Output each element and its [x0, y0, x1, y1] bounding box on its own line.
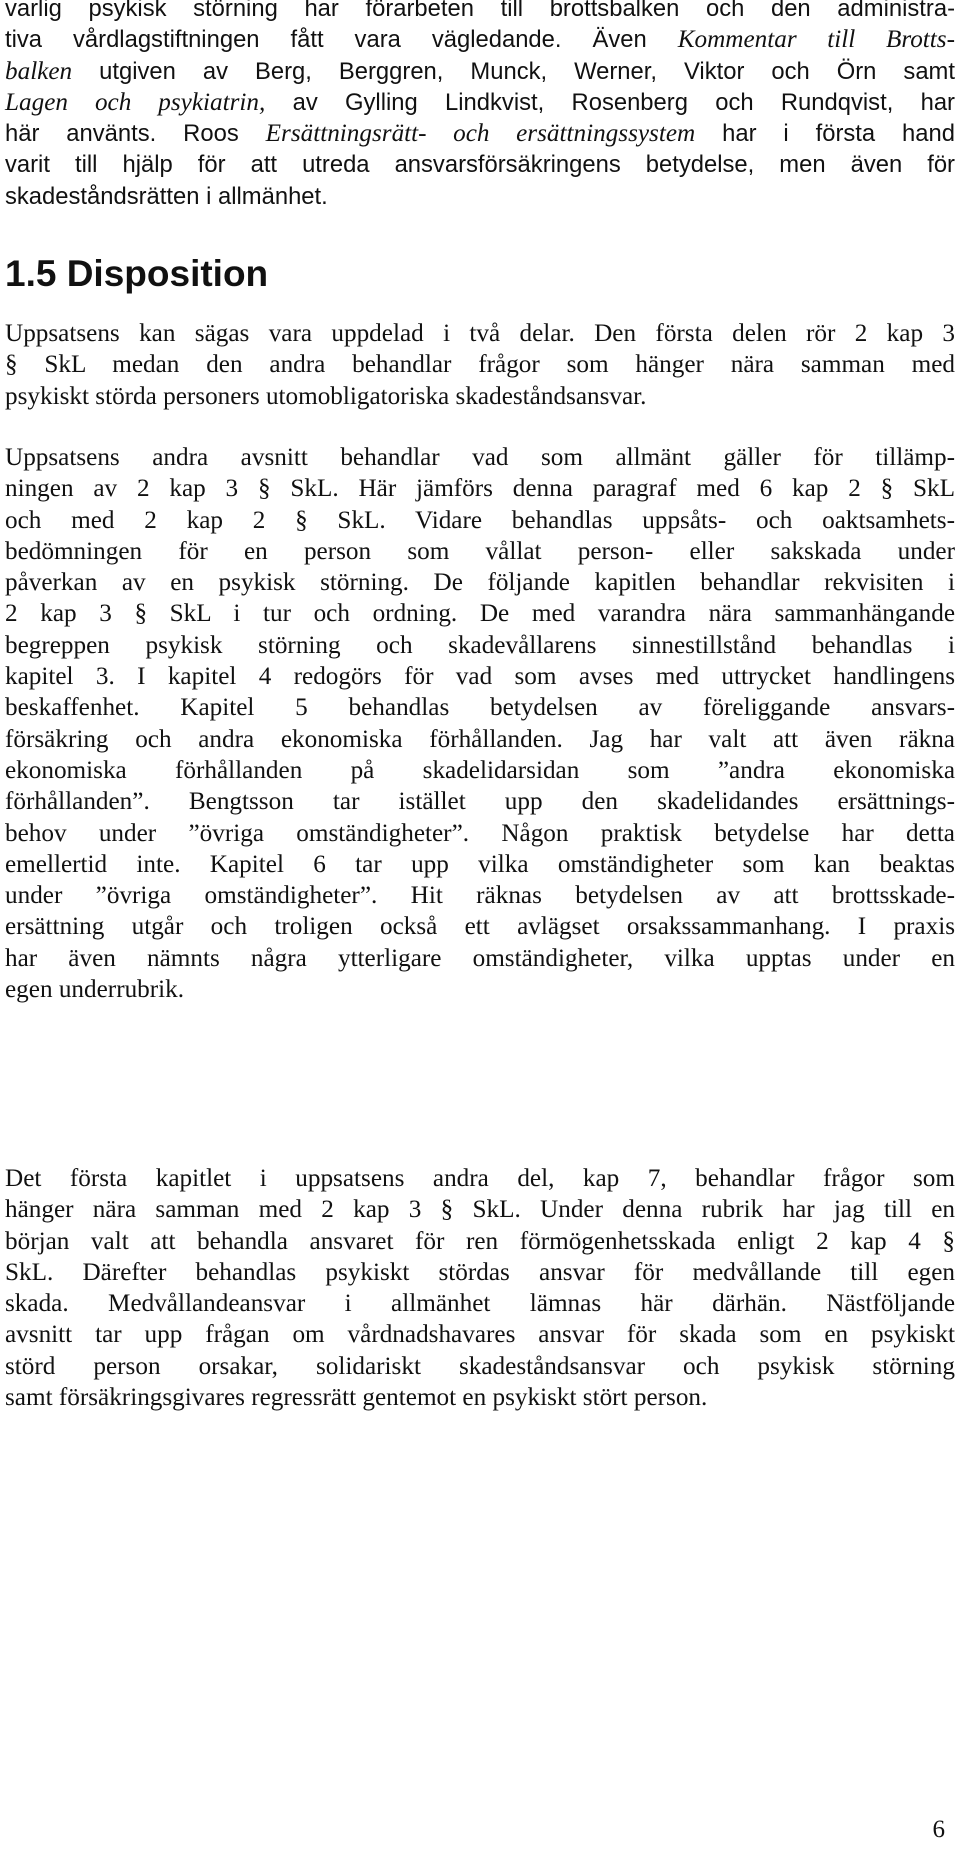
paragraph-disposition-overview: [5, 318, 955, 412]
text-line: behov under ”övriga omständigheter”. Någon praktisk betydelse har detta: [5, 819, 955, 847]
text-run: varlig psykisk störning har förarbeten till brottsbalken och den administra-: [5, 0, 955, 22]
text-line: och med 2 kap 2 § SkL. Vidare behandlas uppsåts- och oaktsamhets-: [5, 506, 955, 534]
text-line: bedömningen för en person som vållat person- eller sakskada under: [5, 537, 955, 565]
text-line: början valt att behandla ansvaret för ren förmögenhetsskada enligt 2 kap 4 §: [5, 1227, 955, 1255]
text-line: skada. Medvållandeansvar i allmänhet lämnas här därhän. Nästföljande: [5, 1290, 955, 1318]
text-line: har även nämnts några ytterligare omständigheter, vilka upptas under en: [5, 944, 955, 972]
text-line: [5, 56, 955, 87]
text-run: har i första hand: [695, 120, 955, 148]
text-line: [5, 0, 955, 24]
text-line: avsnitt tar upp frågan om vårdnadshavares ansvar för skada som en psykiskt: [5, 1321, 955, 1349]
paragraph-second-section: [5, 442, 955, 1005]
paragraph-second-part: [5, 1163, 955, 1413]
text-line: [5, 149, 955, 180]
text-line: [5, 181, 955, 212]
text-line: [5, 87, 955, 118]
text-line: under ”övriga omständigheter”. Hit räknas betydelsen av att brottsskade-: [5, 882, 955, 910]
text-line: ersättning utgår och troligen också ett avlägset orsakssammanhang. I praxis: [5, 913, 955, 941]
text-line: egen underrubrik.: [5, 976, 185, 1004]
text-line: samt försäkringsgivares regressrätt gentemot en psykiskt stört person.: [5, 1384, 708, 1412]
text-line: Det första kapitlet i uppsatsens andra del, kap 7, behandlar frågor som: [5, 1165, 955, 1192]
italic-title: Ersättningsrätt- och ersättningssystem: [265, 120, 696, 148]
text-run: skadeståndsrätten i allmänhet.: [5, 182, 328, 210]
text-line: kapitel 3. I kapitel 4 redogörs för vad som avses med uttrycket handlingens: [5, 663, 955, 691]
text-line: [5, 118, 955, 149]
text-line: 2 kap 3 § SkL i tur och ordning. De med varandra nära sammanhängande: [5, 600, 955, 628]
section-heading: 1.5 Disposition: [5, 253, 269, 294]
text-line: förhållanden”. Bengtsson tar istället upp den skadelidandes ersättnings-: [5, 788, 955, 816]
text-run: här använts. Roos: [5, 120, 266, 148]
document-page: [5, 0, 957, 1851]
text-run: utgiven av Berg, Berggren, Munck, Werner, Viktor och Örn samt: [72, 57, 955, 85]
intro-paragraph: [5, 0, 955, 212]
text-line: SkL. Därefter behandlas psykiskt stördas ansvar för medvållande till egen: [5, 1258, 955, 1286]
text-line: störd person orsakar, solidariskt skadeståndsansvar och psykisk störning: [5, 1352, 955, 1380]
text-run: tiva vårdlagstiftningen fått vara vägledande. Även: [5, 26, 678, 54]
text-line: påverkan av en psykisk störning. De följande kapitlen behandlar rekvisiten i: [5, 569, 955, 597]
text-line: begreppen psykisk störning och skadevållarens sinnestillstånd behandlas i: [5, 631, 955, 659]
page-number: 6: [932, 1816, 945, 1843]
text-line: ningen av 2 kap 3 § SkL. Här jämförs denna paragraf med 6 kap 2 § SkL: [5, 475, 955, 503]
text-line: emellertid inte. Kapitel 6 tar upp vilka omständigheter som kan beaktas: [5, 850, 955, 878]
text-run: varit till hjälp för att utreda ansvarsförsäkringens betydelse, men även för: [5, 151, 955, 179]
text-line: beskaffenhet. Kapitel 5 behandlas betydelsen av föreliggande ansvars-: [5, 694, 955, 722]
text-line: [5, 24, 955, 55]
italic-title: Kommentar till Brotts-: [677, 26, 955, 54]
text-run: av Gylling Lindkvist, Rosenberg och Rundqvist, har: [265, 88, 955, 116]
italic-title: balken: [5, 57, 73, 85]
text-line: försäkring och andra ekonomiska förhållanden. Jag har valt att även räkna: [5, 725, 955, 753]
text-line: ekonomiska förhållanden på skadelidarsidan som ”andra ekonomiska: [5, 756, 955, 784]
text-line: hänger nära samman med 2 kap 3 § SkL. Under denna rubrik har jag till en: [5, 1196, 955, 1224]
text-line: Uppsatsens kan sägas vara uppdelad i två delar. Den första delen rör 2 kap 3: [5, 320, 955, 347]
italic-title: Lagen och psykiatrin,: [5, 88, 266, 116]
text-line: Uppsatsens andra avsnitt behandlar vad som allmänt gäller för tillämp-: [5, 444, 955, 471]
text-line: § SkL medan den andra behandlar frågor som hänger nära samman med: [5, 351, 955, 379]
text-line: psykiskt störda personers utomobligatoriska skadeståndsansvar.: [5, 382, 647, 410]
